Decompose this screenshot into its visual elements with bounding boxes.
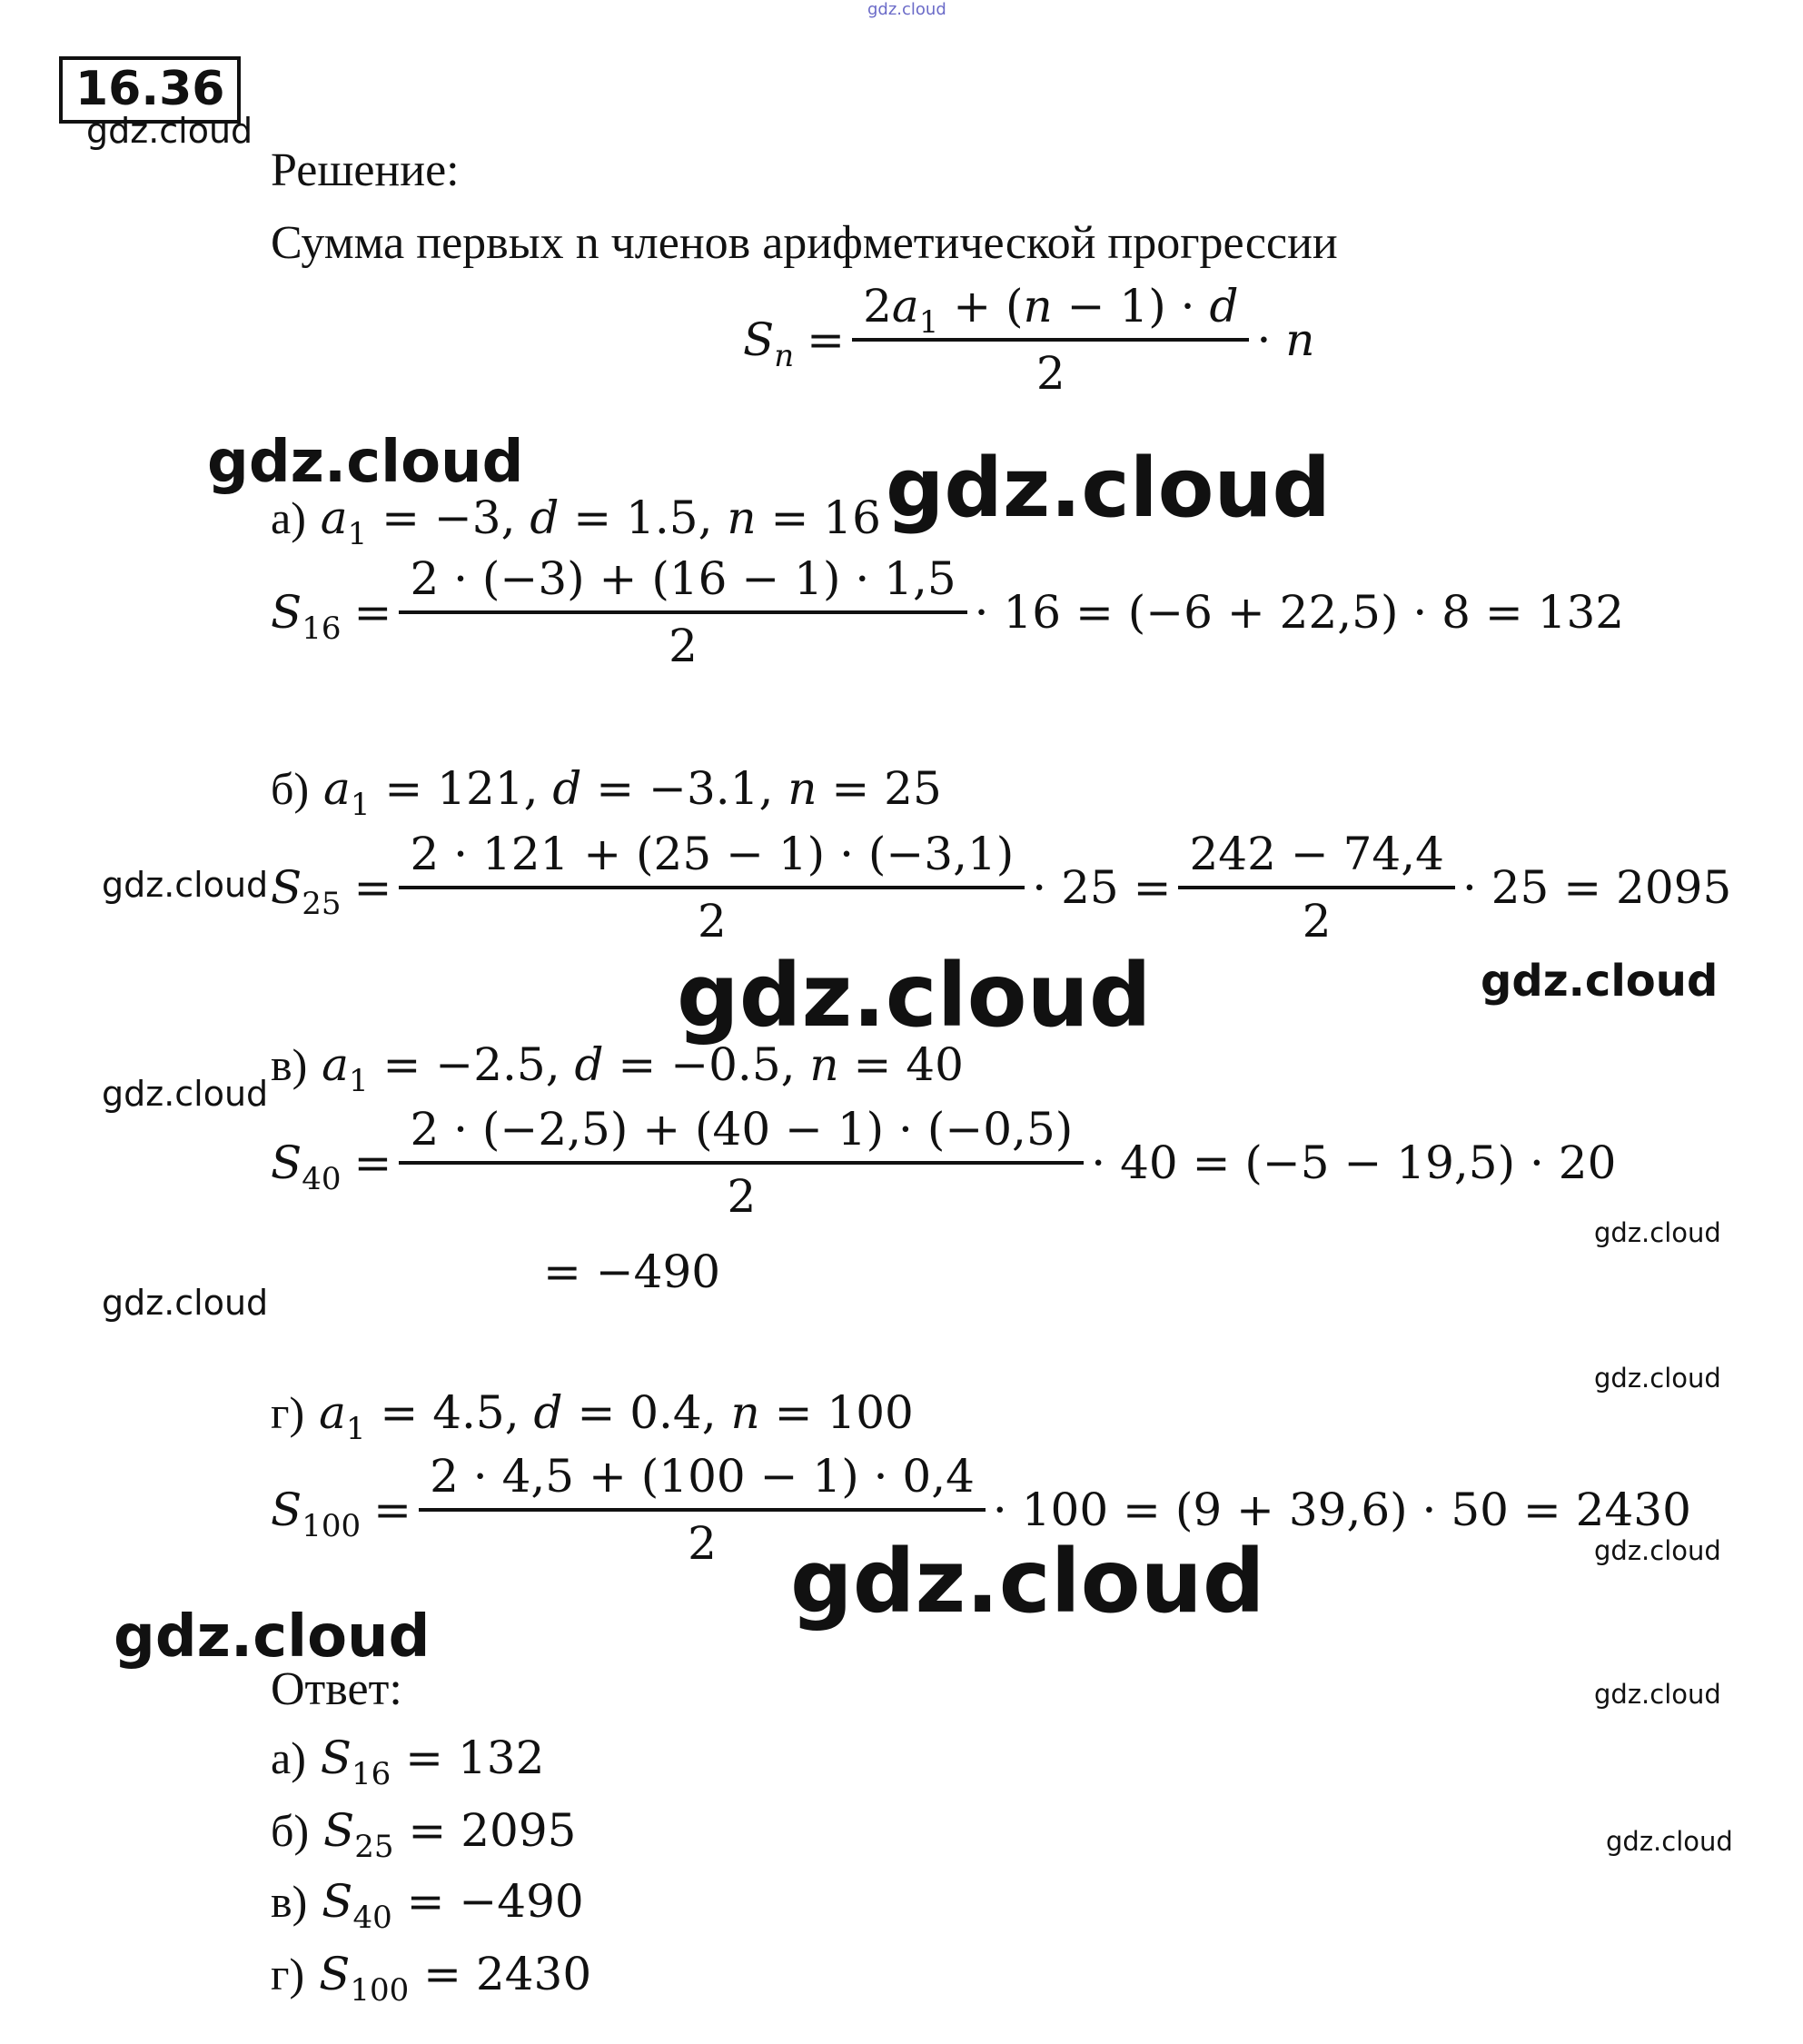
- watermark: gdz.cloud: [1594, 1535, 1721, 1566]
- part-b-condition: б) $a_1 = 121$, d = −3.1, n = 25: [271, 762, 942, 823]
- part-g-condition: г) $a_1 = 4.5$, d = 0.4, n = 100: [271, 1386, 914, 1447]
- intro-text: Сумма первых n членов арифметической прогрессии: [271, 217, 1338, 269]
- watermark: gdz.cloud: [102, 865, 269, 905]
- solution-label: Решение:: [271, 144, 460, 196]
- watermark: gdz.cloud: [1594, 1679, 1721, 1710]
- watermark: gdz.cloud: [1606, 1826, 1733, 1857]
- answer-g: г) $S_{100} = 2430$: [271, 1948, 592, 2009]
- answer-a: а) $S_{16} = 132$: [271, 1731, 545, 1792]
- answer-b: б) $S_{25} = 2095$: [271, 1804, 577, 1865]
- answer-label: Ответ:: [271, 1663, 402, 1715]
- watermark: gdz.cloud: [86, 111, 253, 151]
- watermark: gdz.cloud: [677, 945, 1152, 1047]
- problem-number: 16.36: [59, 56, 241, 124]
- top-watermark: gdz.cloud: [867, 0, 946, 19]
- part-v-condition: в) $a_1 = -2.5$, d = −0.5, n = 40: [271, 1038, 964, 1099]
- part-a-condition: а) $a_1 = -3$, d = 1.5, n = 16: [271, 491, 881, 552]
- answer-v: в) $S_{40} = -490$: [271, 1875, 584, 1936]
- watermark: gdz.cloud: [790, 1531, 1265, 1632]
- part-g-solution: $S_{100}$ = $\frac{2 \cdot 4,5 + (100 - 1) \cdot 0,4}{2}$ · 100 = (9 + 39,6) · 50 = 2430: [271, 1450, 1691, 1570]
- watermark: gdz.cloud: [114, 1603, 431, 1671]
- watermark: gdz.cloud: [1481, 956, 1719, 1007]
- watermark: gdz.cloud: [102, 1074, 269, 1114]
- part-v-result: = −490: [543, 1245, 721, 1298]
- general-formula: $S_n$ = $\frac{2a_1 + (n - 1) \cdot d}{2}$ · n: [743, 280, 1315, 400]
- watermark: gdz.cloud: [102, 1283, 269, 1323]
- part-b-solution: $S_{25}$ = $\frac{2 \cdot 121 + (25 - 1) \cdot (-3,1)}{2}$ · 25 = $\frac{242 - 74,4}{2}$ · 25 = 2095: [271, 828, 1732, 948]
- watermark: gdz.cloud: [886, 441, 1331, 536]
- part-v-solution: $S_{40}$ = $\frac{2 \cdot (-2,5) + (40 - 1) \cdot (-0,5)}{2}$ · 40 = (−5 − 19,5) · 20: [271, 1103, 1617, 1223]
- watermark: gdz.cloud: [207, 429, 524, 496]
- watermark: gdz.cloud: [1594, 1217, 1721, 1248]
- part-a-solution: $S_{16}$ = $\frac{2 \cdot (-3) + (16 - 1) \cdot 1,5}{2}$ · 16 = (−6 + 22,5) · 8 = 132: [271, 552, 1625, 672]
- watermark: gdz.cloud: [1594, 1363, 1721, 1394]
